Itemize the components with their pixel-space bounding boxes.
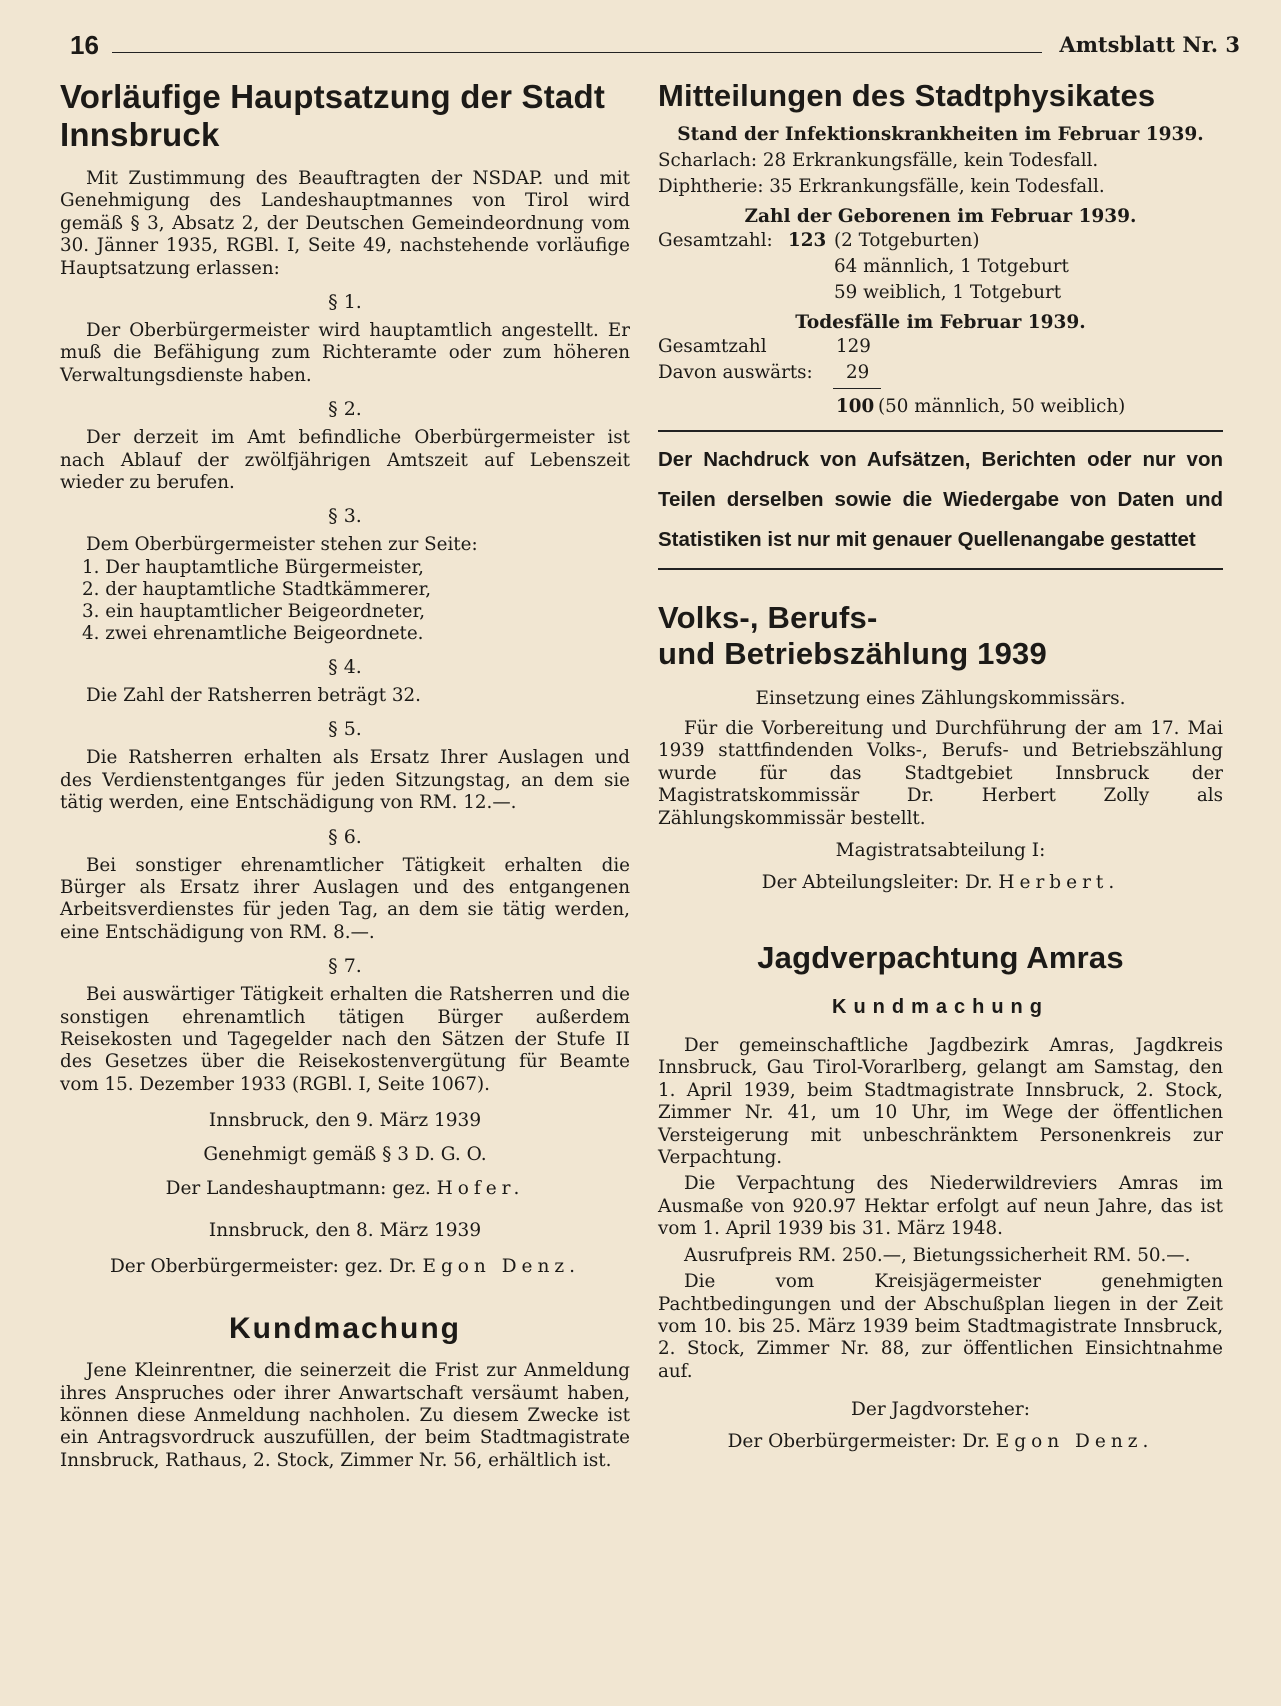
census-head-signature [658,872,1223,894]
right-column [658,78,1223,1453]
notice-bottom-rule [658,568,1223,570]
births-total [658,228,1223,254]
reprint-notice: Der Nachdruck von Aufsätzen, Berichten oder nur von Teilen derselben sowie die Wiedergabe von Daten und Statistiken ist nur mit genauer Quellenangabe gestattet [658,448,1223,551]
hauptsatzung-title: Vorläufige Hauptsatzung der Stadt Innsbruck [60,78,606,153]
place-date-2: Innsbruck, den 8. März 1939 [208,1220,482,1242]
kundmachung-text: Jene Kleinrentner, die seinerzeit die Frist zur Anmeldung ihres Anspruches oder ihrer Anwartschaft versäumt haben, können diese Anmeldung nachholen. Zu diesem Zwecke ist ein Antragsvordruck auszufüllen, der beim Stadtmagistrate Innsbruck, Rathaus, 2. Stock, Zimmer Nr. 56, erhältlich ist. [60,1360,630,1471]
approval-line: Genehmigt gemäß § 3 D. G. O. [203,1144,487,1166]
census-department: Magistratsabteilung I: [835,840,1046,862]
list-item: 2. der hauptamtliche Stadtkämmerer, [82,578,432,600]
governor-signature [60,1178,630,1200]
hunting-paragraph-1: Der gemeinschaftliche Jagdbezirk Amras, Jagdkreis Innsbruck, Gau Tirol-Vorarlberg, gelangt am Samstag, den 1. April 1939, beim Stadtmagistrate Innsbruck, 2. Stock, Zimmer Nr. 41, um 10 Uhr, im Wege der öffentlichen Versteigerung mit unbeschränktem Personenkreis zur Verpachtung. [658,1035,1223,1169]
deaths-out-value: 29 [846,362,870,383]
kundmachung-title: Kundmachung [229,1312,461,1346]
section-2-heading: § 2. [328,398,362,421]
section-6-text: Bei sonstiger ehrenamtlicher Tätigkeit erhalten die Bürger als Ersatz ihrer Auslagen und des entgangenen Arbeitsverdienstes für jeden Tag, an dem sie tätig werden, eine Entschädigung von RM. 8.—. [60,854,630,943]
hunting-title: Jagdverpachtung Amras [757,940,1124,976]
issue-label: Amtsblatt Nr. 3 [1059,32,1240,57]
census-head-prefix: Der Abteilungsleiter: Dr. [761,872,999,894]
deaths-total-value: 129 [836,336,871,357]
census-title [658,600,1223,672]
mayor-name: Egon Denz. [422,1256,581,1278]
list-item: 3. ein hauptamtlicher Beigeordneter, [82,600,426,622]
hunting-paragraph-4: Die vom Kreisjägermeister genehmigten Pachtbedingungen und der Abschußplan liegen in der Zeit vom 10. bis 25. März 1939 beim Stadtmagistrate Innsbruck, 2. Stock, Zimmer Nr. 88, zur öffentlichen Einsichtnahme auf. [658,1271,1223,1382]
deaths-heading: Todesfälle im Februar 1939. [795,312,1086,333]
section-7-heading: § 7. [328,955,362,978]
section-3-intro: Dem Oberbürgermeister stehen zur Seite: [86,534,478,556]
governor-name: Hofer. [436,1178,525,1200]
section-5-heading: § 5. [328,718,362,741]
hunting-paragraph-2: Die Verpachtung des Niederwildreviers Amras im Ausmaße von 920.97 Hektar erfolgt auf neun Jahre, das ist vom 1. April 1939 bis 31. März 1948. [658,1173,1223,1240]
census-text: Für die Vorbereitung und Durchführung der am 17. Mai 1939 stattfindenden Volks-, Berufs- und Betriebszählung wurde für das Stadtgebiet Innsbruck der Magistratskommissär Dr. Herbert Zolly als Zählungskommissär bestellt. [658,718,1223,829]
mayor-signature [60,1256,630,1278]
births-female: 59 weiblich, 1 Totgeburt [834,282,1062,303]
births-heading: Zahl der Geborenen im Februar 1939. [744,206,1137,227]
hunting-signature-prefix: Der Oberbürgermeister: Dr. [727,1431,996,1453]
deaths-total [658,334,1223,360]
census-title-line-2: und Betriebszählung 1939 [658,636,1047,671]
deaths-out-label: Davon auswärts: [658,362,813,383]
section-7-text: Bei auswärtiger Tätigkeit erhalten die Ratsherren und die sonstigen ehrenamtlich tätigen Bürger außerdem Reisekosten und Tagegelder nach den Sätzen der Stufe II des Gesetzes über die Reisekostenvergütung für Beamte vom 15. Dezember 1933 (RGBl. I, Seite 1067). [60,984,630,1095]
hunting-subtitle: Kundmachung [832,996,1049,1019]
section-5-text: Die Ratsherren erhalten als Ersatz Ihrer Auslagen und des Verdienstentganges für jeden Sitzungstag, an dem sie tätig werden, eine Entschädigung von RM. 12.—. [60,747,630,814]
governor-prefix: Der Landeshauptmann: gez. [165,1178,437,1200]
hunting-signature-name: Egon Denz. [995,1431,1154,1453]
census-subtitle: Einsetzung eines Zählungskommissärs. [755,688,1126,709]
section-1-heading: § 1. [328,291,362,314]
list-item: 4. zwei ehrenamtliche Beigeordnete. [82,622,424,644]
notice-top-rule [658,430,1223,432]
deaths-out [658,360,1223,386]
deaths-net-value: 100 [836,396,875,417]
infection-scarlet: Scharlach: 28 Erkrankungsfälle, kein Todesfall. [658,150,1099,171]
header-rule [112,52,1042,53]
place-date-1: Innsbruck, den 9. März 1939 [208,1110,482,1132]
hunting-paragraph-3: Ausrufpreis RM. 250.—, Bietungssicherheit RM. 50.—. [684,1244,1191,1266]
section-1-text: Der Oberbürgermeister wird hauptamtlich angestellt. Er muß die Befähigung zum Richteramte oder zum höheren Verwaltungsdienste haben. [60,320,630,386]
section-3-heading: § 3. [328,505,362,528]
census-title-line-1: Volks-, Berufs- [658,600,878,635]
births-male: 64 männlich, 1 Totgeburt [834,256,1069,277]
deaths-total-label: Gesamtzahl [658,336,767,357]
hunting-signature-role: Der Jagdvorsteher: [851,1399,1030,1421]
births-total-label: Gesamtzahl: [658,230,773,251]
section-4-heading: § 4. [328,655,362,678]
section-3-list [60,557,630,645]
mayor-prefix: Der Oberbürgermeister: gez. Dr. [109,1256,423,1278]
page-number: 16 [70,30,99,60]
hunting-signature [658,1431,1223,1453]
census-head-name: Herbert. [998,872,1120,894]
deaths-net [658,388,1223,418]
section-4-text: Die Zahl der Ratsherren beträgt 32. [86,684,421,706]
infection-diphtheria: Diphtherie: 35 Erkrankungsfälle, kein Todesfall. [658,176,1105,197]
section-2-text: Der derzeit im Amt befindliche Oberbürgermeister ist nach Ablauf der zwölfjährigen Amtszeit auf Lebenszeit wieder zu berufen. [60,427,630,494]
left-column [60,78,630,1472]
sum-rule [833,388,881,389]
list-item: 1. Der hauptamtliche Bürgermeister, [82,556,424,578]
births-total-note: (2 Totgeburten) [834,230,980,251]
deaths-net-note: (50 männlich, 50 weiblich) [878,396,1126,417]
page-header [70,30,1240,60]
physikat-title: Mitteilungen des Stadtphysikates [658,78,1156,113]
infections-heading: Stand der Infektionskrankheiten im Februar 1939. [677,124,1204,145]
section-6-heading: § 6. [328,825,362,848]
births-total-value: 123 [788,230,827,251]
hauptsatzung-intro: Mit Zustimmung des Beauftragten der NSDAP. und mit Genehmigung des Landeshauptmannes von Tirol wird gemäß § 3, Absatz 2, der Deutschen Gemeindeordnung vom 30. Jänner 1935, RGBl. I, Seite 49, nachstehende vorläufige Hauptsatzung erlassen: [60,168,630,279]
